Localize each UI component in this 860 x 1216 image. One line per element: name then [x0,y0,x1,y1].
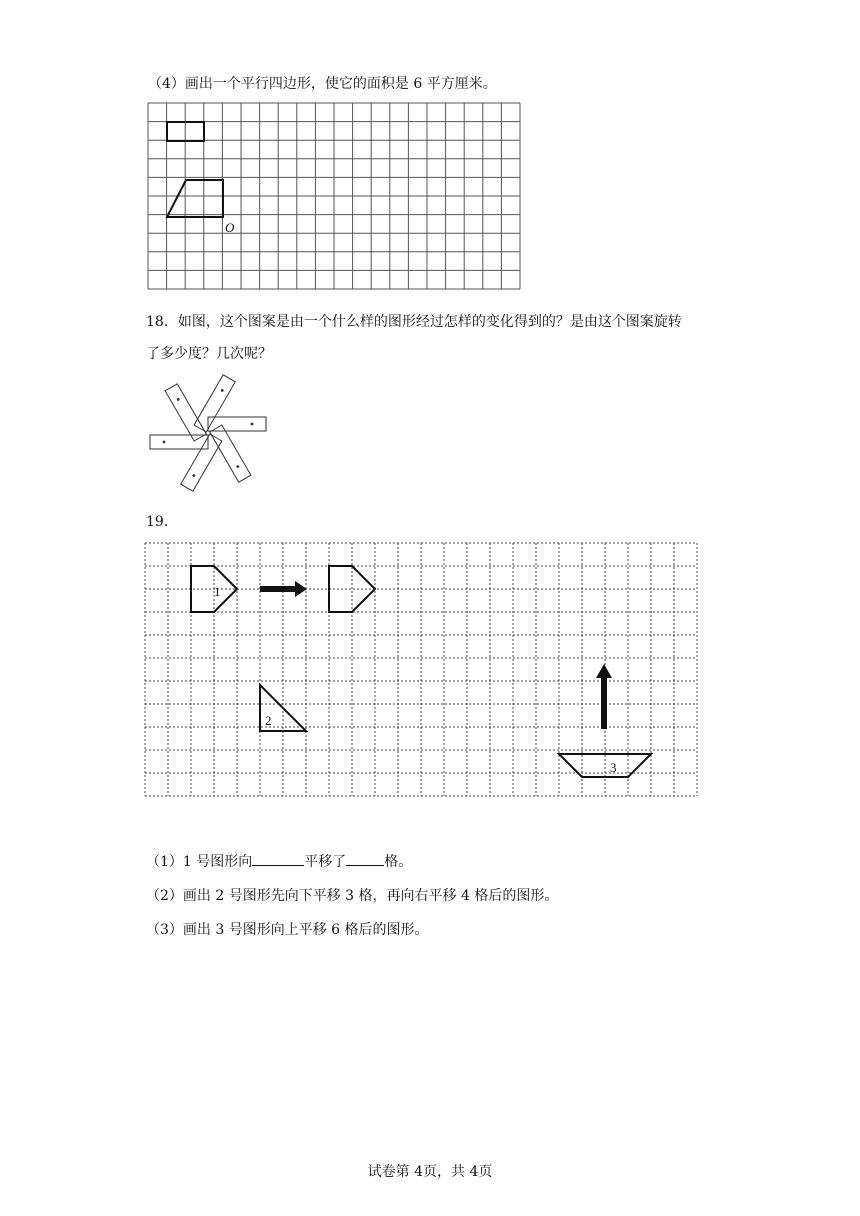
sub-1-text-c: 格。 [384,854,413,870]
question-19-sub-3: （3）画出 3 号图形向上平移 6 格后的图形。 [146,922,429,938]
grid-figure-translation [143,541,701,805]
shape-1-label: 1 [214,584,221,599]
trapezoid-shape [167,180,223,217]
grid-figure-parallelogram [146,101,522,301]
sub-1-text-b: 平移了 [304,854,347,870]
shape-3-trapezoid [559,754,651,777]
shape-3-label: 3 [610,760,617,775]
question-19-sub-1 [146,851,412,871]
shape-2-label: 2 [265,713,272,728]
question-19-number: 19． [146,514,178,530]
question-18-line-1: 18．如图，这个图案是由一个什么样的图形经过怎样的变化得到的？是由这个图案旋转 [146,314,682,330]
pinwheel-blade [210,425,251,482]
pinwheel-figure [140,370,280,495]
question-19-sub-2: （2）画出 2 号图形先向下平移 3 格，再向右平移 4 格后的图形。 [146,888,559,904]
question-18-line-2: 了多少度？几次呢？ [146,346,272,362]
up-arrow-icon [596,664,612,729]
direction-blank[interactable] [252,851,304,866]
pinwheel-blade [165,384,206,441]
pinwheel-blade [150,435,208,449]
question-17-part-4: （4）画出一个平行四边形，使它的面积是 6 平方厘米。 [148,76,497,92]
page-footer: 试卷第 4页，共 4页 [367,1164,493,1180]
pinwheel-blade [208,417,266,431]
sub-1-text-a: （1）1 号图形向 [146,854,253,870]
point-o-label: O [225,220,235,235]
distance-blank[interactable] [346,851,384,866]
